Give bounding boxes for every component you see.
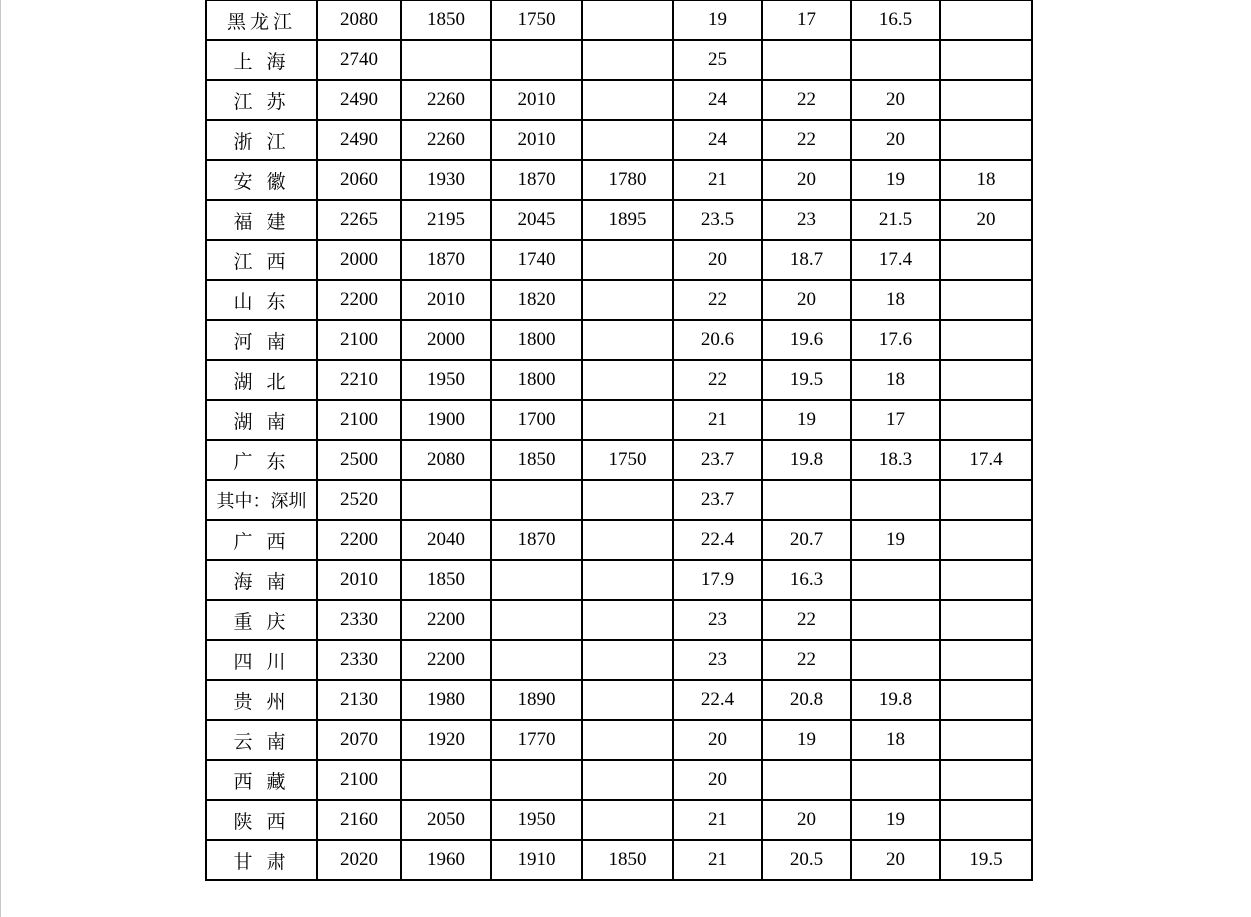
hourly-wage-cell: 25 xyxy=(673,40,762,80)
hourly-wage-cell: 17.4 xyxy=(940,440,1032,480)
table-row xyxy=(206,80,1032,120)
hourly-wage-cell: 20 xyxy=(940,200,1032,240)
table-row xyxy=(206,600,1032,640)
hourly-wage-cell: 20 xyxy=(762,800,851,840)
hourly-wage-cell: 22 xyxy=(762,600,851,640)
monthly-wage-cell: 1950 xyxy=(401,360,491,400)
monthly-wage-cell: 2045 xyxy=(491,200,582,240)
page-left-edge xyxy=(0,0,1,917)
table-row xyxy=(206,760,1032,800)
hourly-wage-cell: 17.6 xyxy=(851,320,940,360)
hourly-wage-cell: 18 xyxy=(851,280,940,320)
monthly-wage-cell: 2130 xyxy=(317,680,401,720)
hourly-wage-cell xyxy=(940,600,1032,640)
monthly-wage-cell: 2100 xyxy=(317,320,401,360)
monthly-wage-cell: 2740 xyxy=(317,40,401,80)
table-row xyxy=(206,160,1032,200)
table-row xyxy=(206,800,1032,840)
table-row xyxy=(206,720,1032,760)
monthly-wage-cell: 2200 xyxy=(317,520,401,560)
monthly-wage-cell xyxy=(401,760,491,800)
hourly-wage-cell: 20.5 xyxy=(762,840,851,880)
monthly-wage-cell xyxy=(401,480,491,520)
monthly-wage-cell xyxy=(582,760,673,800)
hourly-wage-cell: 21 xyxy=(673,800,762,840)
monthly-wage-cell xyxy=(401,40,491,80)
region-cell: 河 南 xyxy=(206,320,317,360)
hourly-wage-cell: 19 xyxy=(762,720,851,760)
monthly-wage-cell: 1820 xyxy=(491,280,582,320)
hourly-wage-cell: 22 xyxy=(762,120,851,160)
monthly-wage-cell: 1800 xyxy=(491,360,582,400)
hourly-wage-cell xyxy=(940,520,1032,560)
table-row xyxy=(206,560,1032,600)
hourly-wage-cell xyxy=(940,360,1032,400)
monthly-wage-cell: 1900 xyxy=(401,400,491,440)
hourly-wage-cell: 20 xyxy=(673,760,762,800)
hourly-wage-cell xyxy=(940,280,1032,320)
hourly-wage-cell xyxy=(940,0,1032,40)
monthly-wage-cell: 1870 xyxy=(491,160,582,200)
hourly-wage-cell: 23.5 xyxy=(673,200,762,240)
monthly-wage-cell: 1750 xyxy=(582,440,673,480)
hourly-wage-cell xyxy=(940,40,1032,80)
monthly-wage-cell xyxy=(491,560,582,600)
table-row xyxy=(206,480,1032,520)
hourly-wage-cell xyxy=(940,120,1032,160)
hourly-wage-cell: 20.7 xyxy=(762,520,851,560)
monthly-wage-cell: 2040 xyxy=(401,520,491,560)
monthly-wage-cell: 1800 xyxy=(491,320,582,360)
table-row xyxy=(206,360,1032,400)
region-cell: 贵 州 xyxy=(206,680,317,720)
monthly-wage-cell: 2020 xyxy=(317,840,401,880)
monthly-wage-cell: 2160 xyxy=(317,800,401,840)
monthly-wage-cell xyxy=(582,120,673,160)
hourly-wage-cell: 18 xyxy=(851,360,940,400)
region-cell: 江 西 xyxy=(206,240,317,280)
monthly-wage-cell xyxy=(582,80,673,120)
hourly-wage-cell: 21 xyxy=(673,160,762,200)
hourly-wage-cell: 23 xyxy=(762,200,851,240)
monthly-wage-cell: 2200 xyxy=(317,280,401,320)
monthly-wage-cell xyxy=(491,600,582,640)
region-cell: 湖 北 xyxy=(206,360,317,400)
region-cell: 重 庆 xyxy=(206,600,317,640)
minimum-wage-table xyxy=(205,0,1033,881)
monthly-wage-cell: 2000 xyxy=(401,320,491,360)
monthly-wage-cell: 1750 xyxy=(491,0,582,40)
monthly-wage-cell: 1910 xyxy=(491,840,582,880)
hourly-wage-cell xyxy=(851,640,940,680)
hourly-wage-cell: 19 xyxy=(851,520,940,560)
hourly-wage-cell: 20.8 xyxy=(762,680,851,720)
hourly-wage-cell: 22 xyxy=(762,640,851,680)
hourly-wage-cell: 17.9 xyxy=(673,560,762,600)
monthly-wage-cell: 1850 xyxy=(582,840,673,880)
hourly-wage-cell: 19.5 xyxy=(940,840,1032,880)
monthly-wage-cell: 1920 xyxy=(401,720,491,760)
monthly-wage-cell xyxy=(582,40,673,80)
hourly-wage-cell: 17 xyxy=(762,0,851,40)
hourly-wage-cell xyxy=(940,560,1032,600)
hourly-wage-cell: 23.7 xyxy=(673,440,762,480)
table-row xyxy=(206,440,1032,480)
hourly-wage-cell xyxy=(940,720,1032,760)
hourly-wage-cell: 24 xyxy=(673,80,762,120)
monthly-wage-cell: 1870 xyxy=(491,520,582,560)
hourly-wage-cell: 19 xyxy=(762,400,851,440)
monthly-wage-cell xyxy=(582,400,673,440)
monthly-wage-cell: 2200 xyxy=(401,600,491,640)
table-container xyxy=(205,0,1031,881)
monthly-wage-cell: 1850 xyxy=(401,0,491,40)
region-cell: 其中：深圳 xyxy=(206,480,317,520)
hourly-wage-cell: 18.7 xyxy=(762,240,851,280)
region-cell: 安 徽 xyxy=(206,160,317,200)
monthly-wage-cell: 2490 xyxy=(317,80,401,120)
monthly-wage-cell xyxy=(582,720,673,760)
monthly-wage-cell xyxy=(582,560,673,600)
table-row xyxy=(206,680,1032,720)
hourly-wage-cell: 19.8 xyxy=(851,680,940,720)
hourly-wage-cell: 17.4 xyxy=(851,240,940,280)
hourly-wage-cell: 16.5 xyxy=(851,0,940,40)
monthly-wage-cell: 1980 xyxy=(401,680,491,720)
monthly-wage-cell: 2490 xyxy=(317,120,401,160)
hourly-wage-cell: 21.5 xyxy=(851,200,940,240)
hourly-wage-cell: 18 xyxy=(940,160,1032,200)
hourly-wage-cell: 18.3 xyxy=(851,440,940,480)
hourly-wage-cell: 17 xyxy=(851,400,940,440)
monthly-wage-cell: 1950 xyxy=(491,800,582,840)
monthly-wage-cell: 2010 xyxy=(491,120,582,160)
region-cell: 福 建 xyxy=(206,200,317,240)
hourly-wage-cell xyxy=(762,40,851,80)
monthly-wage-cell: 1850 xyxy=(401,560,491,600)
monthly-wage-cell: 2100 xyxy=(317,400,401,440)
region-cell: 甘 肃 xyxy=(206,840,317,880)
hourly-wage-cell: 20 xyxy=(673,720,762,760)
hourly-wage-cell xyxy=(851,560,940,600)
monthly-wage-cell xyxy=(582,280,673,320)
region-cell: 浙 江 xyxy=(206,120,317,160)
monthly-wage-cell: 2265 xyxy=(317,200,401,240)
monthly-wage-cell xyxy=(582,640,673,680)
region-cell: 海 南 xyxy=(206,560,317,600)
monthly-wage-cell: 2010 xyxy=(401,280,491,320)
monthly-wage-cell: 1770 xyxy=(491,720,582,760)
region-cell: 广 东 xyxy=(206,440,317,480)
monthly-wage-cell xyxy=(491,40,582,80)
hourly-wage-cell: 23.7 xyxy=(673,480,762,520)
hourly-wage-cell: 19 xyxy=(673,0,762,40)
monthly-wage-cell: 2195 xyxy=(401,200,491,240)
table-row xyxy=(206,280,1032,320)
monthly-wage-cell: 2520 xyxy=(317,480,401,520)
monthly-wage-cell: 2080 xyxy=(317,0,401,40)
monthly-wage-cell: 1930 xyxy=(401,160,491,200)
monthly-wage-cell: 2060 xyxy=(317,160,401,200)
hourly-wage-cell: 23 xyxy=(673,640,762,680)
monthly-wage-cell: 1890 xyxy=(491,680,582,720)
hourly-wage-cell xyxy=(940,80,1032,120)
monthly-wage-cell xyxy=(582,320,673,360)
table-row xyxy=(206,200,1032,240)
hourly-wage-cell: 19.6 xyxy=(762,320,851,360)
monthly-wage-cell xyxy=(491,640,582,680)
hourly-wage-cell xyxy=(940,480,1032,520)
monthly-wage-cell: 1780 xyxy=(582,160,673,200)
monthly-wage-cell xyxy=(582,480,673,520)
monthly-wage-cell xyxy=(582,520,673,560)
region-cell: 陕 西 xyxy=(206,800,317,840)
hourly-wage-cell: 18 xyxy=(851,720,940,760)
table-row xyxy=(206,520,1032,560)
table-row xyxy=(206,120,1032,160)
hourly-wage-cell: 23 xyxy=(673,600,762,640)
hourly-wage-cell: 22 xyxy=(673,360,762,400)
hourly-wage-cell: 16.3 xyxy=(762,560,851,600)
hourly-wage-cell xyxy=(851,480,940,520)
hourly-wage-cell: 20 xyxy=(851,120,940,160)
hourly-wage-cell xyxy=(940,800,1032,840)
monthly-wage-cell xyxy=(582,680,673,720)
monthly-wage-cell: 2260 xyxy=(401,80,491,120)
hourly-wage-cell: 20.6 xyxy=(673,320,762,360)
hourly-wage-cell xyxy=(940,680,1032,720)
hourly-wage-cell: 19.8 xyxy=(762,440,851,480)
region-cell: 广 西 xyxy=(206,520,317,560)
hourly-wage-cell xyxy=(940,760,1032,800)
hourly-wage-cell xyxy=(851,40,940,80)
hourly-wage-cell xyxy=(762,760,851,800)
hourly-wage-cell: 19 xyxy=(851,800,940,840)
region-cell: 上 海 xyxy=(206,40,317,80)
monthly-wage-cell: 2330 xyxy=(317,640,401,680)
hourly-wage-cell: 20 xyxy=(851,840,940,880)
hourly-wage-cell: 21 xyxy=(673,840,762,880)
monthly-wage-cell: 2010 xyxy=(491,80,582,120)
hourly-wage-cell xyxy=(762,480,851,520)
monthly-wage-cell: 2000 xyxy=(317,240,401,280)
monthly-wage-cell xyxy=(491,760,582,800)
monthly-wage-cell xyxy=(582,600,673,640)
hourly-wage-cell xyxy=(940,400,1032,440)
region-cell: 湖 南 xyxy=(206,400,317,440)
monthly-wage-cell: 2260 xyxy=(401,120,491,160)
monthly-wage-cell: 1700 xyxy=(491,400,582,440)
monthly-wage-cell: 2070 xyxy=(317,720,401,760)
region-cell: 云 南 xyxy=(206,720,317,760)
hourly-wage-cell xyxy=(940,320,1032,360)
table-row xyxy=(206,40,1032,80)
table-row xyxy=(206,400,1032,440)
hourly-wage-cell: 24 xyxy=(673,120,762,160)
hourly-wage-cell: 22 xyxy=(673,280,762,320)
table-row xyxy=(206,840,1032,880)
monthly-wage-cell: 2010 xyxy=(317,560,401,600)
hourly-wage-cell xyxy=(851,760,940,800)
monthly-wage-cell: 2050 xyxy=(401,800,491,840)
monthly-wage-cell: 2210 xyxy=(317,360,401,400)
monthly-wage-cell: 1740 xyxy=(491,240,582,280)
monthly-wage-cell: 2330 xyxy=(317,600,401,640)
monthly-wage-cell xyxy=(582,800,673,840)
hourly-wage-cell: 19.5 xyxy=(762,360,851,400)
monthly-wage-cell xyxy=(582,240,673,280)
table-row xyxy=(206,240,1032,280)
region-cell: 四 川 xyxy=(206,640,317,680)
region-cell: 黑龙江 xyxy=(206,0,317,40)
monthly-wage-cell: 2500 xyxy=(317,440,401,480)
monthly-wage-cell: 2080 xyxy=(401,440,491,480)
hourly-wage-cell: 22 xyxy=(762,80,851,120)
region-cell: 西 藏 xyxy=(206,760,317,800)
monthly-wage-cell: 1870 xyxy=(401,240,491,280)
monthly-wage-cell: 2100 xyxy=(317,760,401,800)
monthly-wage-cell xyxy=(491,480,582,520)
hourly-wage-cell: 20 xyxy=(851,80,940,120)
table-row xyxy=(206,0,1032,40)
table-row xyxy=(206,640,1032,680)
monthly-wage-cell: 2200 xyxy=(401,640,491,680)
region-cell: 山 东 xyxy=(206,280,317,320)
hourly-wage-cell: 19 xyxy=(851,160,940,200)
monthly-wage-cell: 1850 xyxy=(491,440,582,480)
table-row xyxy=(206,320,1032,360)
monthly-wage-cell: 1960 xyxy=(401,840,491,880)
hourly-wage-cell: 22.4 xyxy=(673,520,762,560)
hourly-wage-cell xyxy=(940,240,1032,280)
hourly-wage-cell: 20 xyxy=(762,160,851,200)
hourly-wage-cell: 20 xyxy=(673,240,762,280)
monthly-wage-cell xyxy=(582,0,673,40)
hourly-wage-cell: 20 xyxy=(762,280,851,320)
hourly-wage-cell: 22.4 xyxy=(673,680,762,720)
hourly-wage-cell xyxy=(851,600,940,640)
monthly-wage-cell: 1895 xyxy=(582,200,673,240)
region-cell: 江 苏 xyxy=(206,80,317,120)
hourly-wage-cell xyxy=(940,640,1032,680)
table-body xyxy=(206,0,1032,880)
monthly-wage-cell xyxy=(582,360,673,400)
hourly-wage-cell: 21 xyxy=(673,400,762,440)
